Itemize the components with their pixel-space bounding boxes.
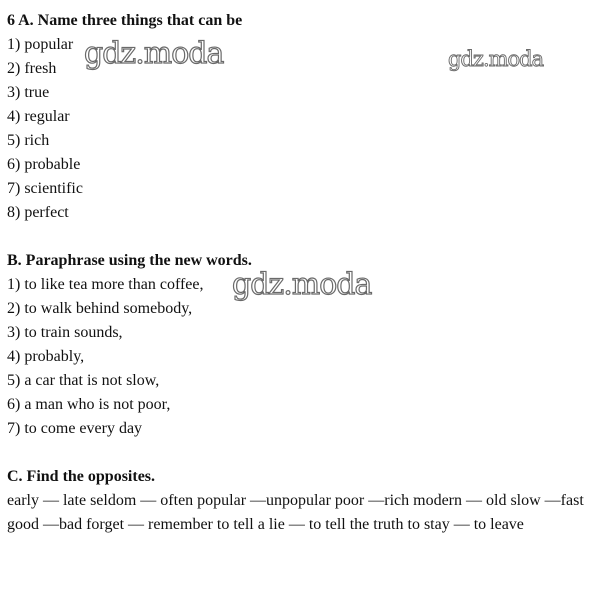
- section-b-item: 3) to train sounds,: [7, 324, 123, 341]
- section-a-heading: 6 A. Name three things that can be: [7, 12, 243, 29]
- section-c-heading: C. Find the opposites.: [7, 468, 156, 485]
- section-a-item: 2) fresh: [7, 60, 57, 77]
- section-b-item: 1) to like tea more than coffee,: [7, 276, 204, 293]
- section-spacer: [7, 441, 597, 465]
- section-c-opposites-text: early — late seldom — often popular —unpopular poor —rich modern — old slow —fast good —bad forget — remember to tell a lie — to tell the truth to stay — to leave: [7, 492, 584, 533]
- section-a-item: 1) popular: [7, 36, 74, 53]
- section-a-item: 8) perfect: [7, 204, 69, 221]
- section-b-item: 2) to walk behind somebody,: [7, 300, 193, 317]
- section-a-item: 4) regular: [7, 108, 70, 125]
- watermark-logo: gdz.moda: [448, 47, 544, 71]
- section-a-item: 7) scientific: [7, 180, 83, 197]
- section-b-item: 4) probably,: [7, 348, 85, 365]
- section-b-heading: B. Paraphrase using the new words.: [7, 252, 252, 269]
- section-a-item: 3) true: [7, 84, 50, 101]
- section-a-item: 5) rich: [7, 132, 50, 149]
- section-a-item: 6) probable: [7, 156, 81, 173]
- watermark-logo: gdz.moda: [232, 267, 372, 302]
- section-b-item: 5) a car that is not slow,: [7, 372, 160, 389]
- section-b-item: 6) a man who is not poor,: [7, 396, 171, 413]
- section-b-item: 7) to come every day: [7, 420, 143, 437]
- watermark-logo: gdz.moda: [84, 36, 224, 71]
- section-spacer: [7, 225, 597, 249]
